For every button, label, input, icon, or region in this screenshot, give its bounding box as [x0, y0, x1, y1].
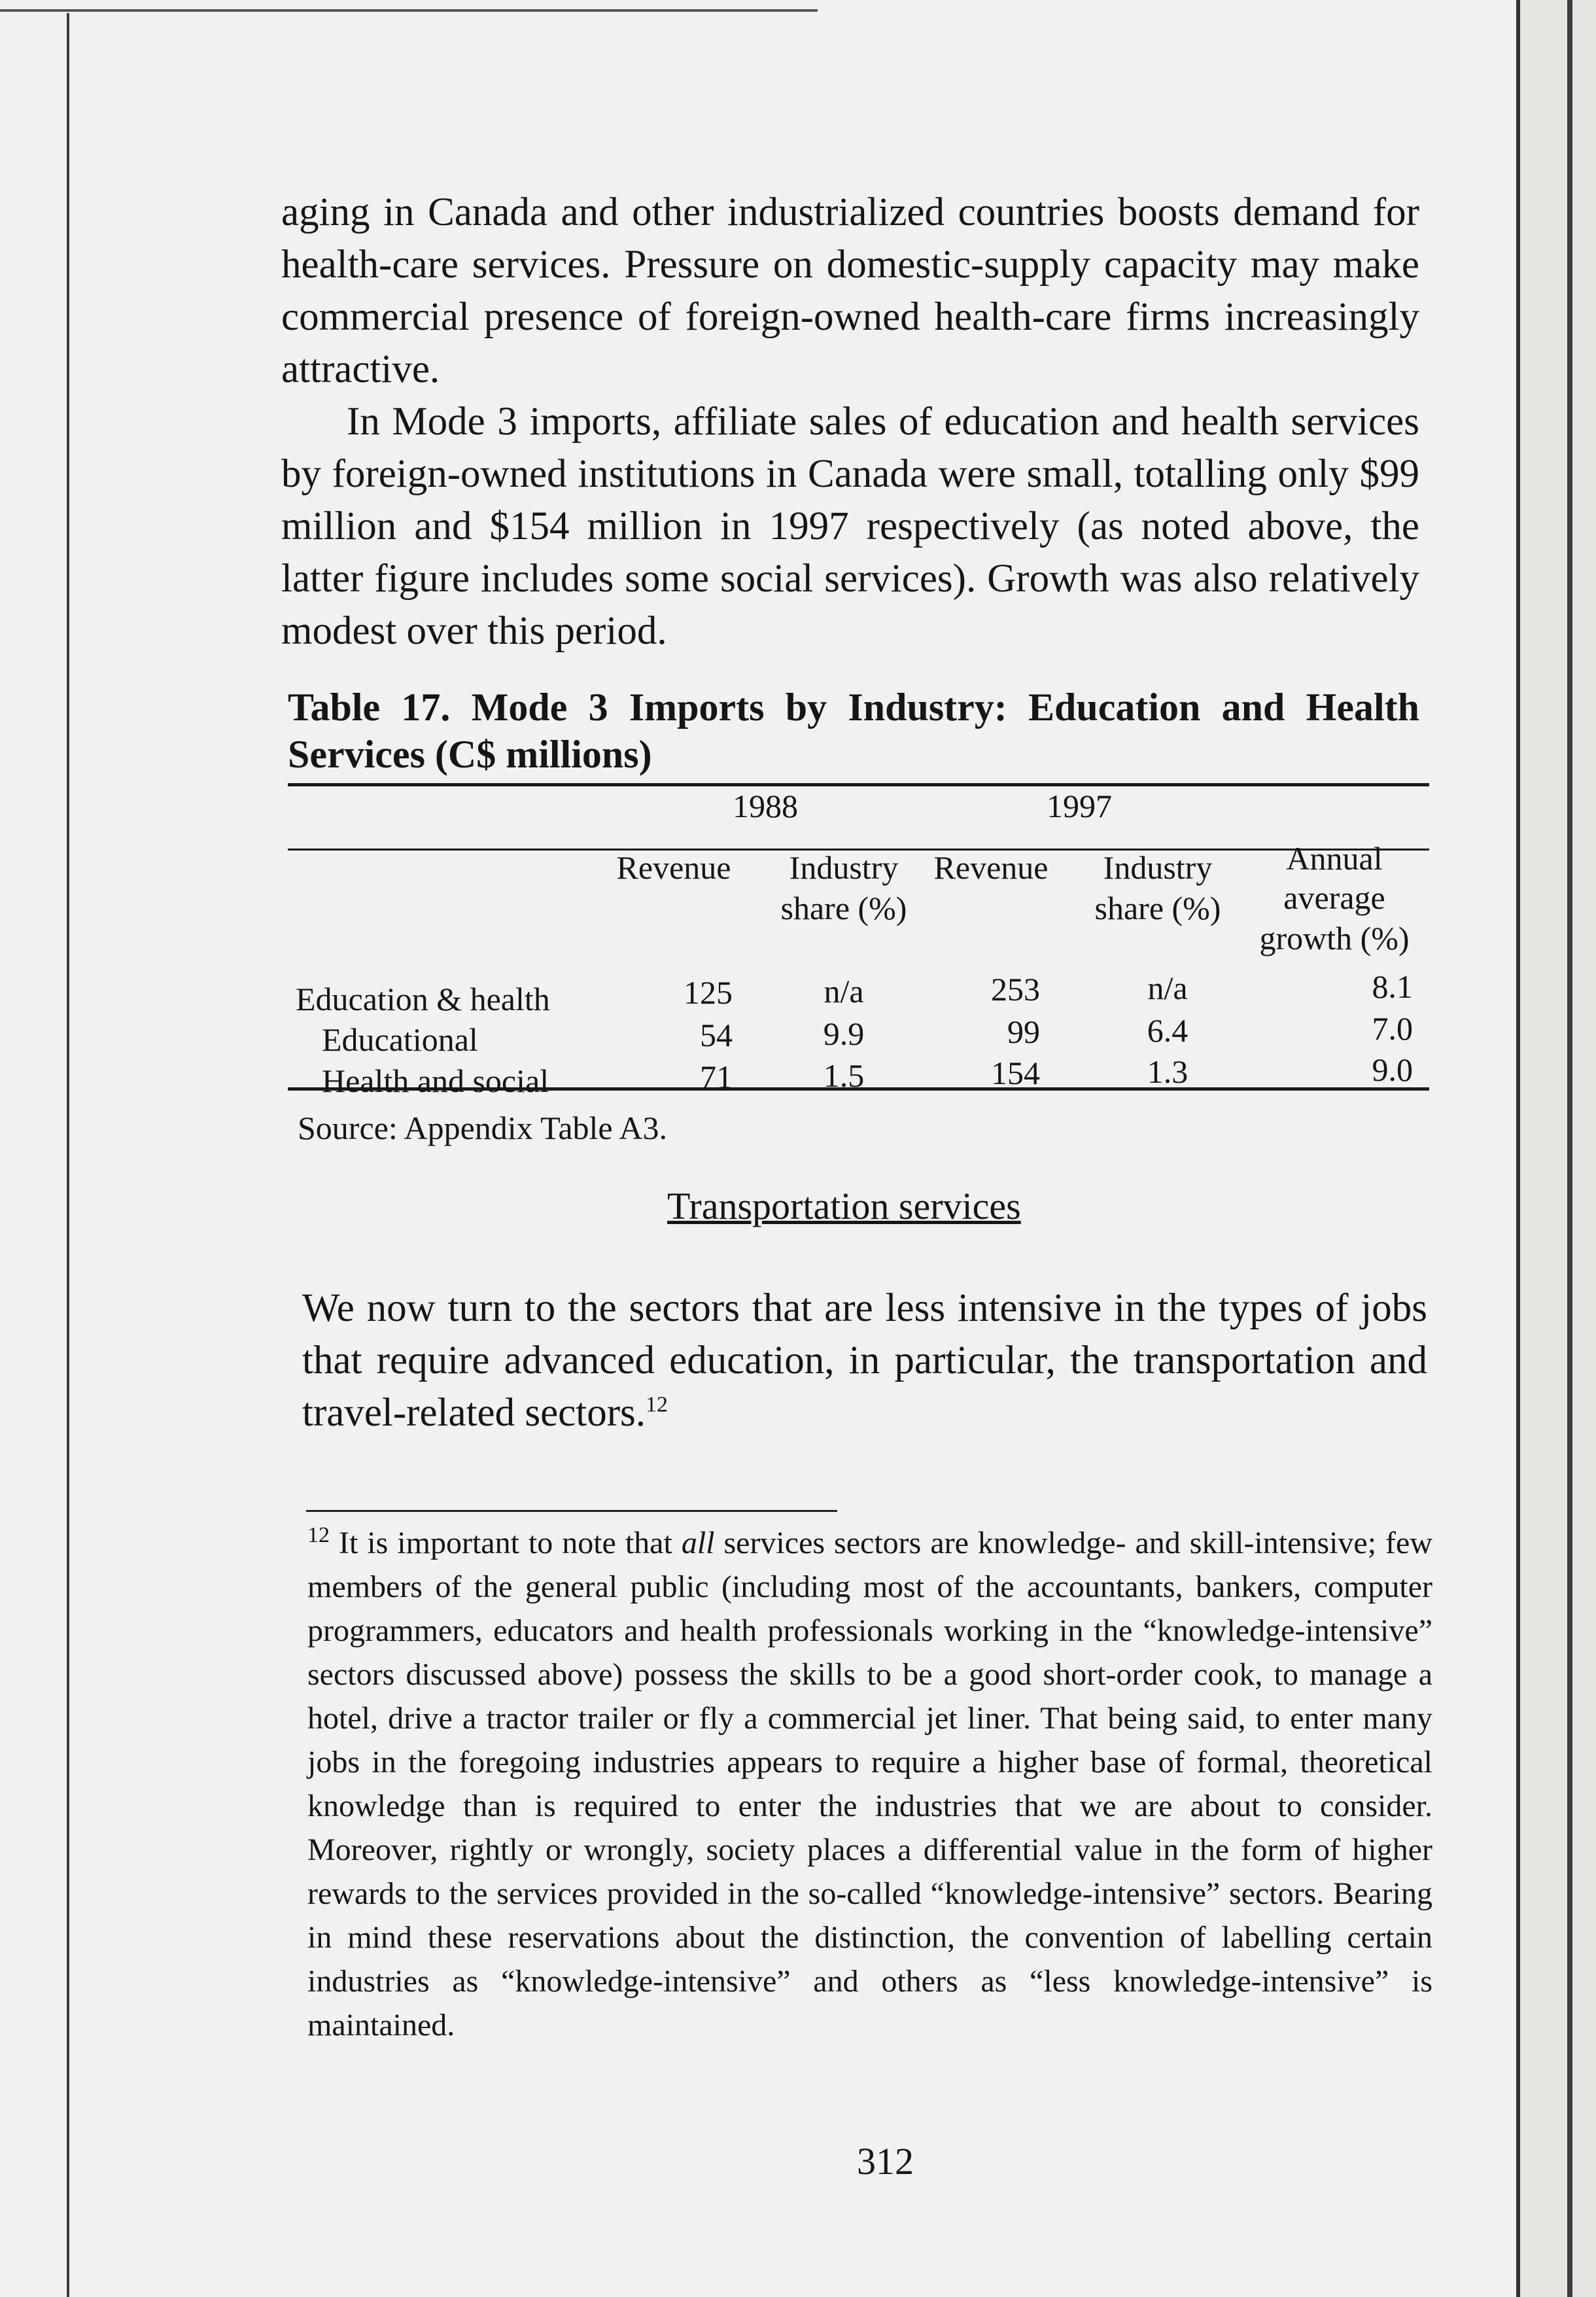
table-cell: n/a — [824, 973, 864, 1009]
table-cell: 125 — [684, 974, 733, 1011]
table-cell: 6.4 — [1147, 1012, 1188, 1049]
body-paragraph-1: aging in Canada and other industrialized countries boosts demand for health-care services. Pressure on domestic-supply capacity may make commercial presence of foreign-owned health-care firms increasingly attractive. — [281, 190, 1419, 391]
col-header-share-1997: Industry — [1103, 849, 1213, 886]
col-header-revenue-1997: Revenue — [933, 849, 1049, 886]
footnote-text: services sectors are knowledge- and skill-intensive; few members of the general public (including most of the accountants, bankers, computer programmers, educators and health professionals working in the “knowledge-intensive” sectors discussed above) possess the skills to be a good short-order cook, to manage a hotel, drive a tractor trailer or fly a commercial jet liner. That being said, to enter many jobs in the foregoing industries appears to require a higher base of formal, theoretical knowledge than is required to enter the industries that we are about to consider. Moreover, rightly or wrongly, society places a differential value in the form of higher rewards to the services provided in the so-called “knowledge-intensive” sectors. Bearing in mind these reservations about the distinction, the convention of labelling certain industries as “knowledge-intensive” and others as “less knowledge-intensive” is maintained. — [307, 1526, 1433, 2043]
col-header-growth: average — [1283, 879, 1385, 916]
spine-line — [1567, 0, 1572, 2297]
book-spine-edge — [1516, 0, 1596, 2297]
footnote — [307, 1521, 1432, 2047]
table-cell: 9.0 — [1372, 1051, 1413, 1088]
table-top-rule — [288, 783, 1429, 786]
col-header-growth: Annual — [1286, 840, 1383, 877]
footnote-italic: all — [681, 1526, 715, 1560]
table-cell: 253 — [991, 971, 1040, 1008]
table-source: Source: Appendix Table A3. — [298, 1110, 667, 1146]
footnote-reference[interactable]: 12 — [646, 1392, 668, 1417]
table-cell: 9.9 — [823, 1015, 865, 1052]
row-label: Education & health — [296, 981, 550, 1017]
col-header-revenue-1988: Revenue — [616, 849, 731, 886]
footnote-number: 12 — [307, 1523, 330, 1547]
page-number: 312 — [857, 2140, 914, 2183]
table-cell: 154 — [991, 1055, 1040, 1091]
table-cell: 8.1 — [1372, 968, 1413, 1005]
body-paragraph-2: In Mode 3 imports, affiliate sales of education and health services by foreign-owned institutions in Canada were small, totalling only $99 million and $154 million in 1997 respectively (as noted above, the latter figure includes some social services). Growth was also relatively modest over this period. — [281, 400, 1419, 653]
table-cell: 71 — [700, 1059, 733, 1095]
table-cell: 99 — [1007, 1013, 1040, 1050]
section-heading: Transportation services — [667, 1185, 1021, 1227]
section-paragraph-text: We now turn to the sectors that are less intensive in the types of jobs that require advanced education, in particular, the transportation and travel-related sectors. — [302, 1286, 1427, 1435]
footnote-separator — [306, 1510, 837, 1512]
col-header-share-1988: share (%) — [780, 890, 907, 926]
top-scan-edge — [0, 9, 818, 12]
row-label: Health and social — [322, 1062, 549, 1099]
left-margin-line — [67, 13, 69, 2297]
table-cell: 7.0 — [1372, 1010, 1413, 1047]
year-header-1997: 1997 — [1047, 788, 1112, 824]
year-header-1988: 1988 — [733, 788, 798, 824]
table-cell: n/a — [1147, 970, 1188, 1006]
table-cell: 54 — [700, 1017, 733, 1053]
table-title: Table 17. Mode 3 Imports by Industry: Education and Health Services (C$ millions) — [288, 686, 1419, 776]
spine-line — [1516, 0, 1520, 2297]
table-cell: 1.3 — [1147, 1053, 1188, 1090]
row-label: Educational — [322, 1021, 478, 1058]
footnote-text: It is important to note that — [338, 1526, 682, 1560]
col-header-share-1997: share (%) — [1094, 890, 1221, 926]
col-header-share-1988: Industry — [789, 849, 899, 886]
section-paragraph — [302, 1282, 1427, 1439]
table-cell: 1.5 — [823, 1057, 865, 1094]
col-header-growth: growth (%) — [1259, 920, 1410, 956]
